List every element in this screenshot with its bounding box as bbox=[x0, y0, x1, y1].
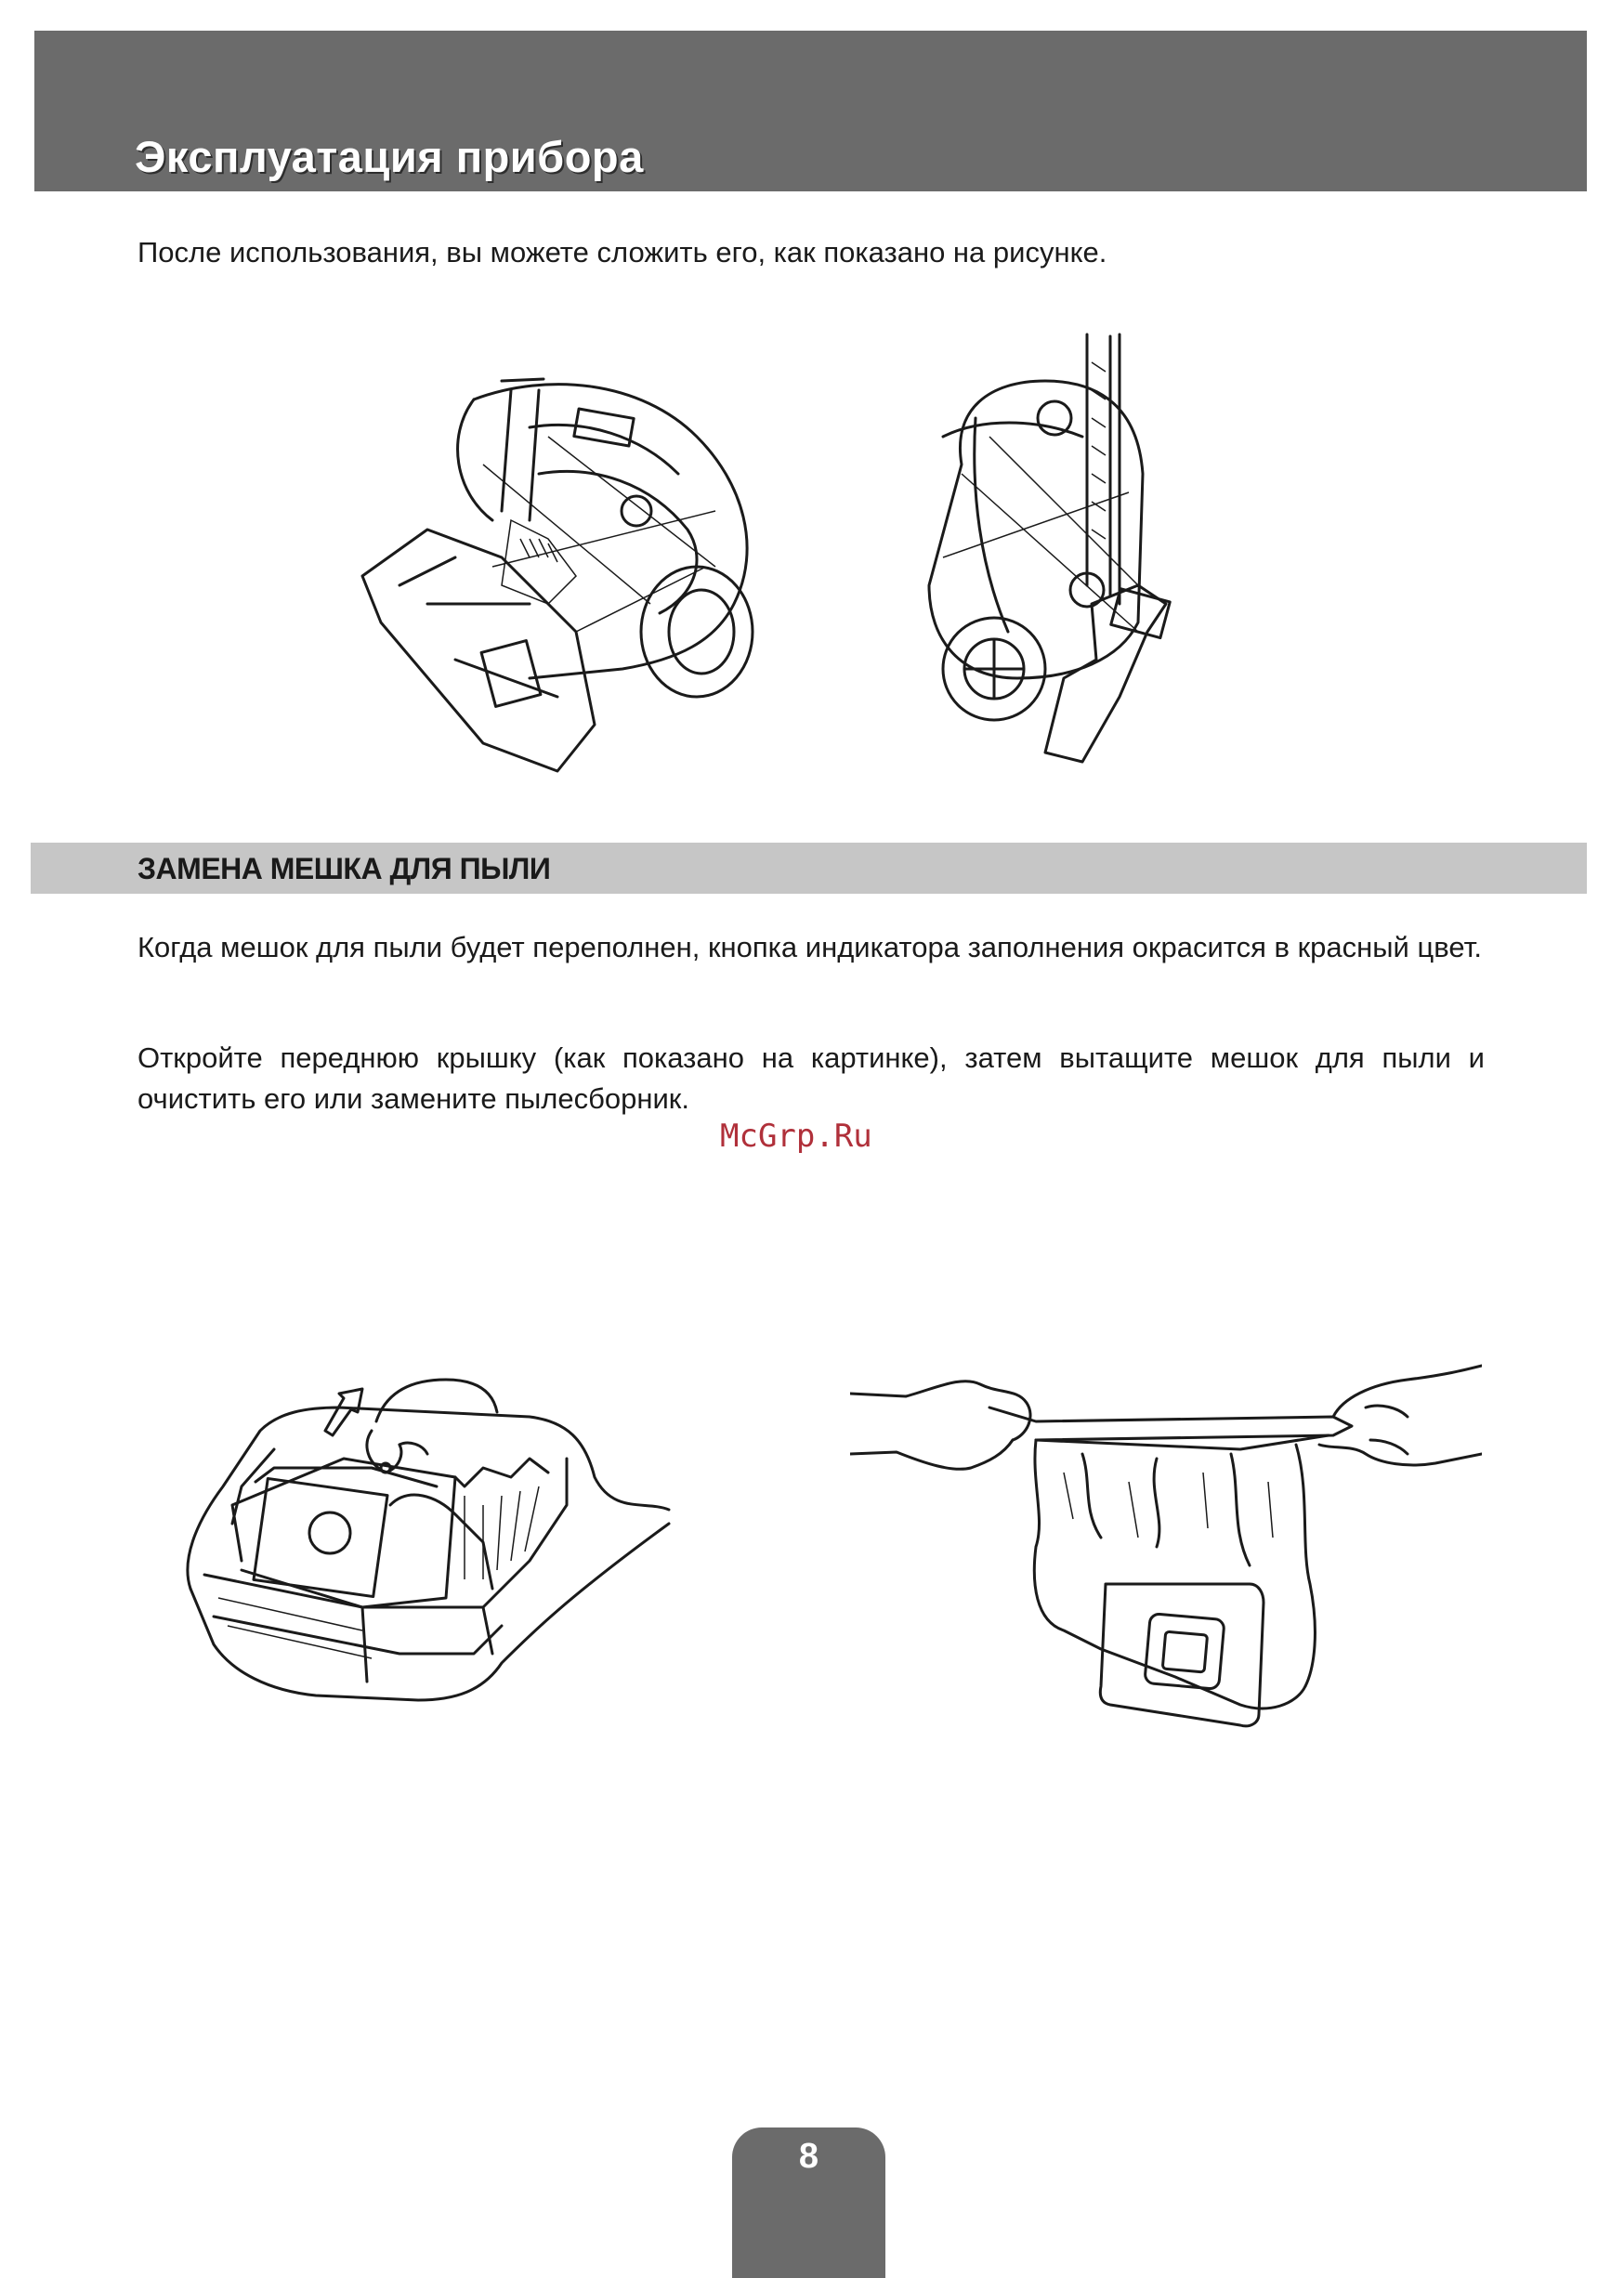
section-header-bar bbox=[31, 843, 1587, 894]
instruction-paragraph-1: Когда мешок для пыли будет переполнен, кнопка индикатора заполнения окрасится в красный цвет. bbox=[138, 931, 1482, 963]
dust-bag-held-illustration bbox=[850, 1352, 1482, 1742]
page-title: Эксплуатация прибора bbox=[135, 132, 644, 181]
page-number: 8 bbox=[798, 2137, 819, 2176]
section-title: ЗАМЕНА МЕШКА ДЛЯ ПЫЛИ bbox=[138, 852, 551, 885]
instruction-paragraph-2: Откройте переднюю крышку (как показано на картинке), затем вытащите мешок для пыли и очистить его или замените пылесборник. bbox=[138, 1041, 1485, 1115]
remove-dust-bag-illustration bbox=[177, 1375, 678, 1765]
folded-vacuum-front-illustration bbox=[344, 325, 808, 790]
folded-vacuum-upright-illustration bbox=[906, 325, 1222, 790]
page-number-tab bbox=[732, 2127, 885, 2278]
intro-text: После использования, вы можете сложить его, как показано на рисунке. bbox=[138, 236, 1107, 268]
header-bar bbox=[34, 31, 1587, 191]
watermark-text: McGrp.Ru bbox=[720, 1118, 872, 1155]
